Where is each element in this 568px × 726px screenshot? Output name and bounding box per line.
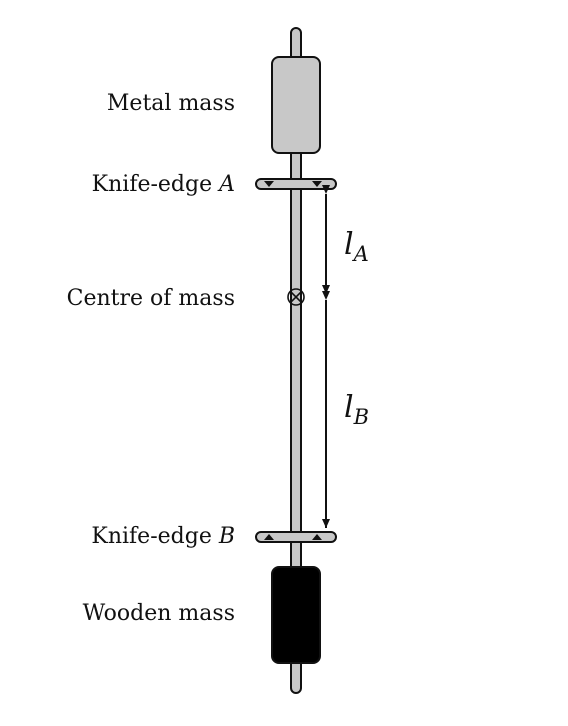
knife-edge-a-label-text: Knife-edge <box>91 172 220 197</box>
length-a-var: l <box>344 227 354 262</box>
knife-edge-a-label <box>92 172 235 197</box>
metal-mass-label: Metal mass <box>106 91 235 116</box>
length-b-var: l <box>344 390 354 425</box>
centre-of-mass-label: Centre of mass <box>66 286 235 311</box>
knife-edge-a <box>256 179 336 189</box>
wooden-mass-label: Wooden mass <box>82 601 235 626</box>
metal-mass <box>272 57 320 153</box>
length-a-sub: A <box>353 242 369 266</box>
wooden-mass <box>272 567 320 663</box>
length-b-label <box>344 390 369 429</box>
knife-edge-a-label-var: A <box>219 172 235 197</box>
knife-edge-b-label-var: B <box>218 524 235 549</box>
length-b-sub: B <box>353 405 370 429</box>
length-a-label <box>344 227 369 266</box>
knife-edge-b <box>256 532 336 542</box>
knife-edge-b-label <box>91 524 235 549</box>
knife-edge-b-label-text: Knife-edge <box>91 524 219 549</box>
